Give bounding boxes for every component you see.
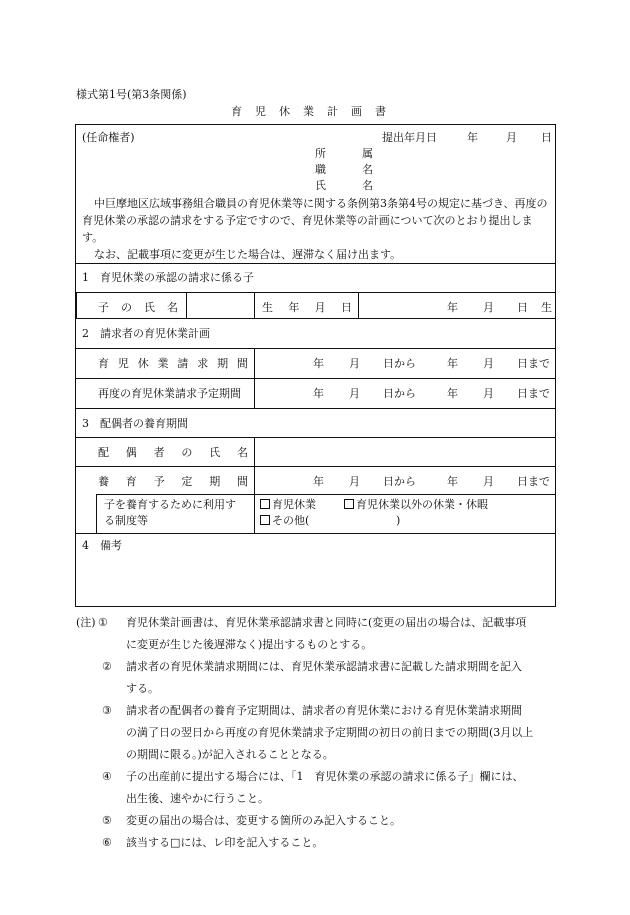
system-label-line1: 子を養育するために利用す <box>104 498 236 511</box>
note-4-line2: 出生後、速やかに行うこと。 <box>126 792 269 805</box>
job-title-label: 職 名 <box>315 163 373 176</box>
option-other <box>260 514 309 528</box>
intro-paragraph-2: なお、記載事項に変更が生じた場合は、遅滞なく届け出ます。 <box>94 248 402 261</box>
note-3 <box>76 700 560 766</box>
checkbox-other-leave[interactable] <box>344 499 354 509</box>
period1-to-day: 日まで <box>517 357 550 370</box>
period1-from-month: 月 <box>349 357 360 370</box>
option-other-close: ) <box>396 514 401 527</box>
period2-from-day: 日から <box>383 387 416 400</box>
document-title: 育児休業計画書 <box>231 105 399 118</box>
note-2-line2: する。 <box>126 682 159 695</box>
note-2 <box>76 656 560 700</box>
submission-date-label: 提出年月日 <box>382 131 437 144</box>
submission-month-unit: 月 <box>506 131 517 144</box>
birth-month-unit: 月 <box>483 301 494 314</box>
option-childcare-leave-label: 育児休業 <box>272 498 316 511</box>
note-3-line2: の満了日の翌日から再度の育児休業請求予定期間の初日の前日までの期間(3月以上 <box>126 726 534 739</box>
note-3-line3: の期間に限る。)が記入されることとなる。 <box>126 748 334 761</box>
period1-from-year: 年 <box>313 357 324 370</box>
period2-from-month: 月 <box>349 387 360 400</box>
note-5 <box>76 810 560 832</box>
birth-day-unit: 日 <box>517 301 528 314</box>
option-other-leave-label: 育児休業以外の休業・休暇 <box>356 498 488 511</box>
checkbox-childcare-leave[interactable] <box>260 499 270 509</box>
submission-year-unit: 年 <box>467 131 478 144</box>
option-childcare-leave <box>260 498 316 512</box>
period2-from-year: 年 <box>313 387 324 400</box>
note-3-line1: 請求者の配偶者の養育予定期間は、請求者の育児休業における育児休業請求期間 <box>126 704 522 717</box>
department-label: 所 属 <box>315 147 373 160</box>
section1-heading: 1 育児休業の承認の請求に係る子 <box>82 271 254 284</box>
note-1-line2: に変更が生じた後遅滞なく)提出するものとする。 <box>126 638 373 651</box>
period2-to-year: 年 <box>447 387 458 400</box>
note-6-line1: 該当する□には、レ印を記入すること。 <box>126 836 324 849</box>
birth-suffix: 生 <box>541 301 552 314</box>
note-6 <box>76 832 560 854</box>
section4-heading: 4 備考 <box>82 539 122 552</box>
planned-repeat-period-label: 再度の育児休業請求予定期間 <box>98 387 241 400</box>
note-5-number: ⑤ <box>102 814 112 827</box>
note-4-number: ④ <box>102 770 112 783</box>
birth-year-unit: 年 <box>447 301 458 314</box>
care-to-month: 月 <box>483 475 494 488</box>
period2-to-day: 日まで <box>517 387 550 400</box>
notes <box>76 612 560 854</box>
care-to-year: 年 <box>447 475 458 488</box>
name-label: 氏 名 <box>315 179 373 192</box>
option-other-leave <box>344 498 488 512</box>
note-6-number: ⑥ <box>102 836 112 849</box>
note-5-line1: 変更の届出の場合は、変更する箇所のみ記入すること。 <box>126 814 401 827</box>
child-name-label: 子 の 氏 名 <box>98 301 178 314</box>
leave-request-period-label: 育 児 休 業 請 求 期 間 <box>98 357 248 370</box>
care-from-month: 月 <box>349 475 360 488</box>
period1-to-month: 月 <box>483 357 494 370</box>
checkbox-other[interactable] <box>260 515 270 525</box>
care-from-day: 日から <box>383 475 416 488</box>
notes-prefix: (注) <box>76 616 96 629</box>
period1-to-year: 年 <box>447 357 458 370</box>
intro-paragraph-1: 中巨摩地区広域事務組合職員の育児休業等に関する条例第3条第4号の規定に基づき、再度の育児休業の承認の請求をする予定ですので、育児休業等の計画について次のとおり提出します。 <box>82 197 548 244</box>
note-2-number: ② <box>102 660 112 673</box>
note-3-number: ③ <box>102 704 112 717</box>
note-1-number: ① <box>98 616 108 629</box>
note-4-line1: 子の出産前に提出する場合には、「1 育児休業の承認の請求に係る子」欄には、 <box>126 770 524 783</box>
care-to-day: 日まで <box>517 475 550 488</box>
note-1-line1: 育児休業計画書は、育児休業承認請求書と同時に(変更の届出の場合は、記載事項 <box>126 616 527 629</box>
intro-text <box>82 195 550 263</box>
appointing-authority: (任命権者) <box>82 131 135 144</box>
section2-heading: 2 請求者の育児休業計画 <box>82 327 210 340</box>
note-4 <box>76 766 560 810</box>
spouse-name-label: 配 偶 者 の 氏 名 <box>98 446 248 459</box>
note-2-line1: 請求者の育児休業請求期間には、育児休業承認請求書に記載した請求期間を記入 <box>126 660 522 673</box>
period1-from-day: 日から <box>383 357 416 370</box>
birth-date-label: 生 年 月 日 <box>262 301 352 314</box>
care-from-year: 年 <box>313 475 324 488</box>
option-other-label: その他( <box>272 514 310 527</box>
section3-heading: 3 配偶者の養育期間 <box>82 417 188 430</box>
submission-day-unit: 日 <box>541 131 552 144</box>
period2-to-month: 月 <box>483 387 494 400</box>
form-table <box>75 124 556 607</box>
care-period-label: 養 育 予 定 期 間 <box>98 475 248 488</box>
system-label-line2: る制度等 <box>104 514 148 527</box>
form-number: 様式第1号(第3条関係) <box>76 88 187 101</box>
note-1 <box>76 612 560 656</box>
